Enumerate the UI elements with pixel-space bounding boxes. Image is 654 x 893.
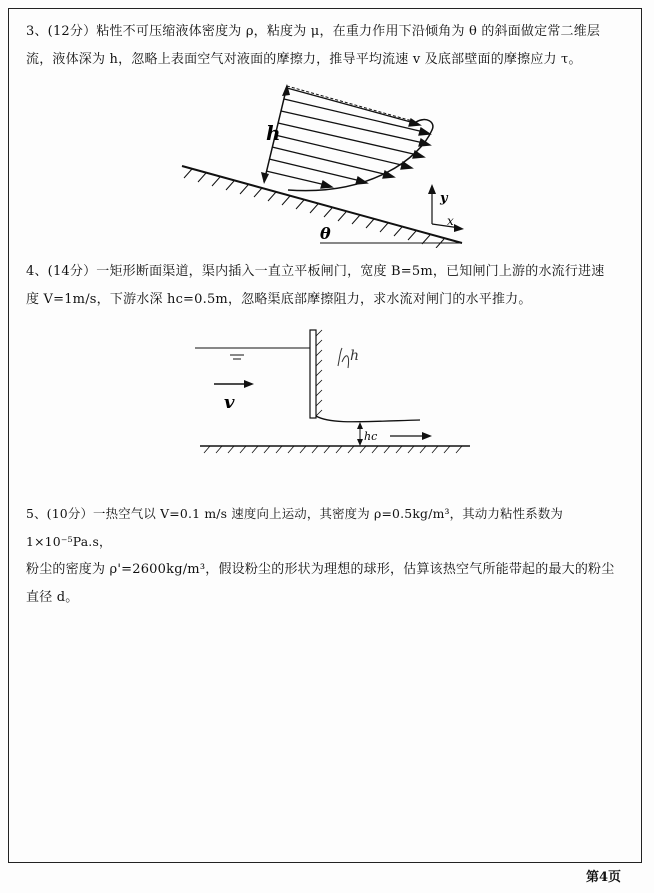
question-3 bbox=[26, 18, 636, 74]
page-number: 第4页 bbox=[586, 870, 622, 885]
incline-flow-figure bbox=[170, 78, 480, 248]
question-5-line-3: 直径 d。 bbox=[26, 590, 79, 605]
question-5-line-2: 粉尘的密度为 ρ'=2600kg/m³，假设粉尘的形状为理想的球形，估算该热空气所能带起的最大的粉尘 bbox=[26, 562, 615, 577]
hc-label: hc bbox=[364, 430, 378, 443]
x-axis-label: x bbox=[447, 214, 454, 228]
downstream-water-surface bbox=[316, 416, 420, 422]
question-5 bbox=[26, 500, 636, 612]
handwritten-annotation-mark bbox=[338, 348, 349, 368]
handwritten-annotation: h bbox=[350, 348, 360, 364]
question-3-line-2: 流，液体深为 h，忽略上表面空气对液面的摩擦力，推导平均流速 v 及底部壁面的摩擦应力 τ。 bbox=[26, 52, 582, 67]
question-4-line-2: 度 V=1m/s，下游水深 hc=0.5m，忽略渠底部摩擦阻力，求水流对闸门的水平推力。 bbox=[26, 292, 532, 307]
question-5-line-1: 5、(10分）一热空气以 V=0.1 m/s 速度向上运动，其密度为 ρ=0.5kg/m³，其动力粘性系数为 1×10⁻⁵Pa.s， bbox=[26, 506, 563, 549]
incline-hatching bbox=[184, 169, 444, 248]
velocity-arrows bbox=[266, 88, 430, 188]
depth-label: h bbox=[266, 121, 281, 145]
y-axis-label: y bbox=[440, 191, 448, 206]
bed-hatching bbox=[204, 446, 462, 453]
sluice-gate bbox=[310, 330, 316, 418]
angle-label: θ bbox=[320, 224, 331, 243]
velocity-label: v bbox=[224, 392, 235, 413]
sluice-gate-figure bbox=[190, 322, 480, 460]
question-4-line-1: 4、(14分）一矩形断面渠道，渠内插入一直立平板闸门，宽度 B=5m，已知闸门上游的水流行进速 bbox=[26, 264, 605, 279]
question-3-line-1: 3、(12分）粘性不可压缩液体密度为 ρ，粘度为 μ，在重力作用下沿倾角为 θ 的斜面做定常二维层 bbox=[26, 24, 601, 39]
question-4 bbox=[26, 258, 636, 314]
